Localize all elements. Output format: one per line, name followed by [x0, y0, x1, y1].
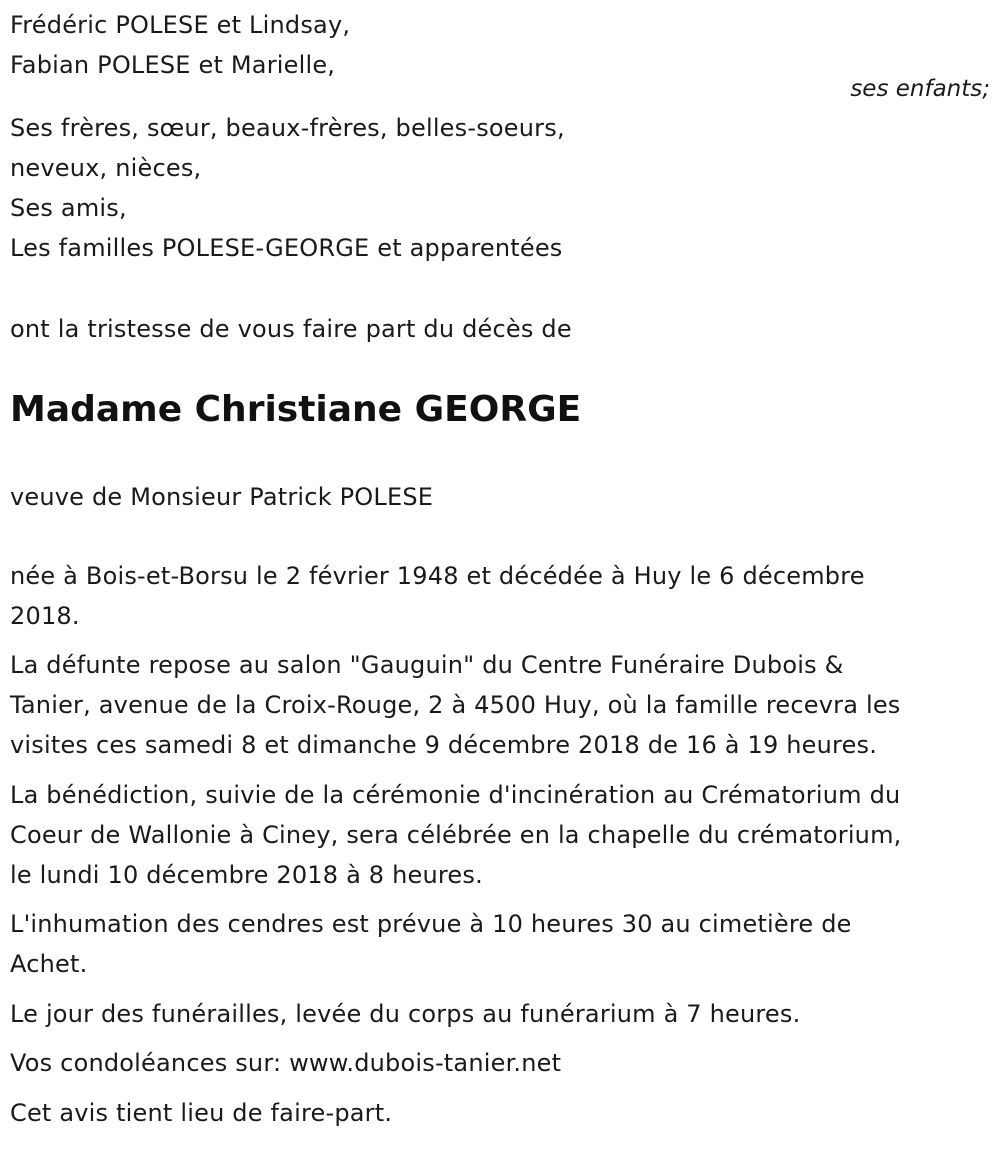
funeral-day-text: Le jour des funérailles, levée du corps au funérarium à 7 heures. — [10, 1000, 801, 1028]
ceremony-line-1: La bénédiction, suivie de la cérémonie d'incinération au Crématorium du — [10, 781, 901, 809]
relatives-line-2: neveux, nièces, — [10, 154, 202, 182]
birth-death-line-2: 2018. — [10, 602, 80, 630]
repose-line-2: Tanier, avenue de la Croix-Rouge, 2 à 4500 Huy, où la famille recevra les — [10, 691, 901, 719]
relatives-line-1: Ses frères, sœur, beaux-frères, belles-soeurs, — [10, 114, 565, 142]
ceremony-line-3: le lundi 10 décembre 2018 à 8 heures. — [10, 861, 483, 889]
widow-of-text: veuve de Monsieur Patrick POLESE — [10, 483, 434, 511]
relatives-line-4: Les familles POLESE-GEORGE et apparentées — [10, 234, 563, 262]
ceremony-line-2: Coeur de Wallonie à Ciney, sera célébrée en la chapelle du crématorium, — [10, 821, 902, 849]
announcement-text: ont la tristesse de vous faire part du décès de — [10, 315, 572, 343]
burial-line-2: Achet. — [10, 950, 88, 978]
child-line-1: Frédéric POLESE et Lindsay, — [10, 11, 351, 39]
children-label: ses enfants; — [850, 76, 990, 102]
notice-text: Cet avis tient lieu de faire-part. — [10, 1099, 393, 1127]
child-line-2: Fabian POLESE et Marielle, — [10, 51, 336, 79]
birth-death-line-1: née à Bois-et-Borsu le 2 février 1948 et décédée à Huy le 6 décembre — [10, 562, 865, 590]
burial-line-1: L'inhumation des cendres est prévue à 10 heures 30 au cimetière de — [10, 910, 852, 938]
deceased-name: Madame Christiane GEORGE — [10, 389, 582, 430]
repose-line-3: visites ces samedi 8 et dimanche 9 décembre 2018 de 16 à 19 heures. — [10, 731, 878, 759]
repose-line-1: La défunte repose au salon "Gauguin" du Centre Funéraire Dubois & — [10, 651, 844, 679]
condolences-text: Vos condoléances sur: www.dubois-tanier.net — [10, 1049, 562, 1077]
obituary-notice — [10, 0, 990, 1149]
relatives-line-3: Ses amis, — [10, 194, 127, 222]
